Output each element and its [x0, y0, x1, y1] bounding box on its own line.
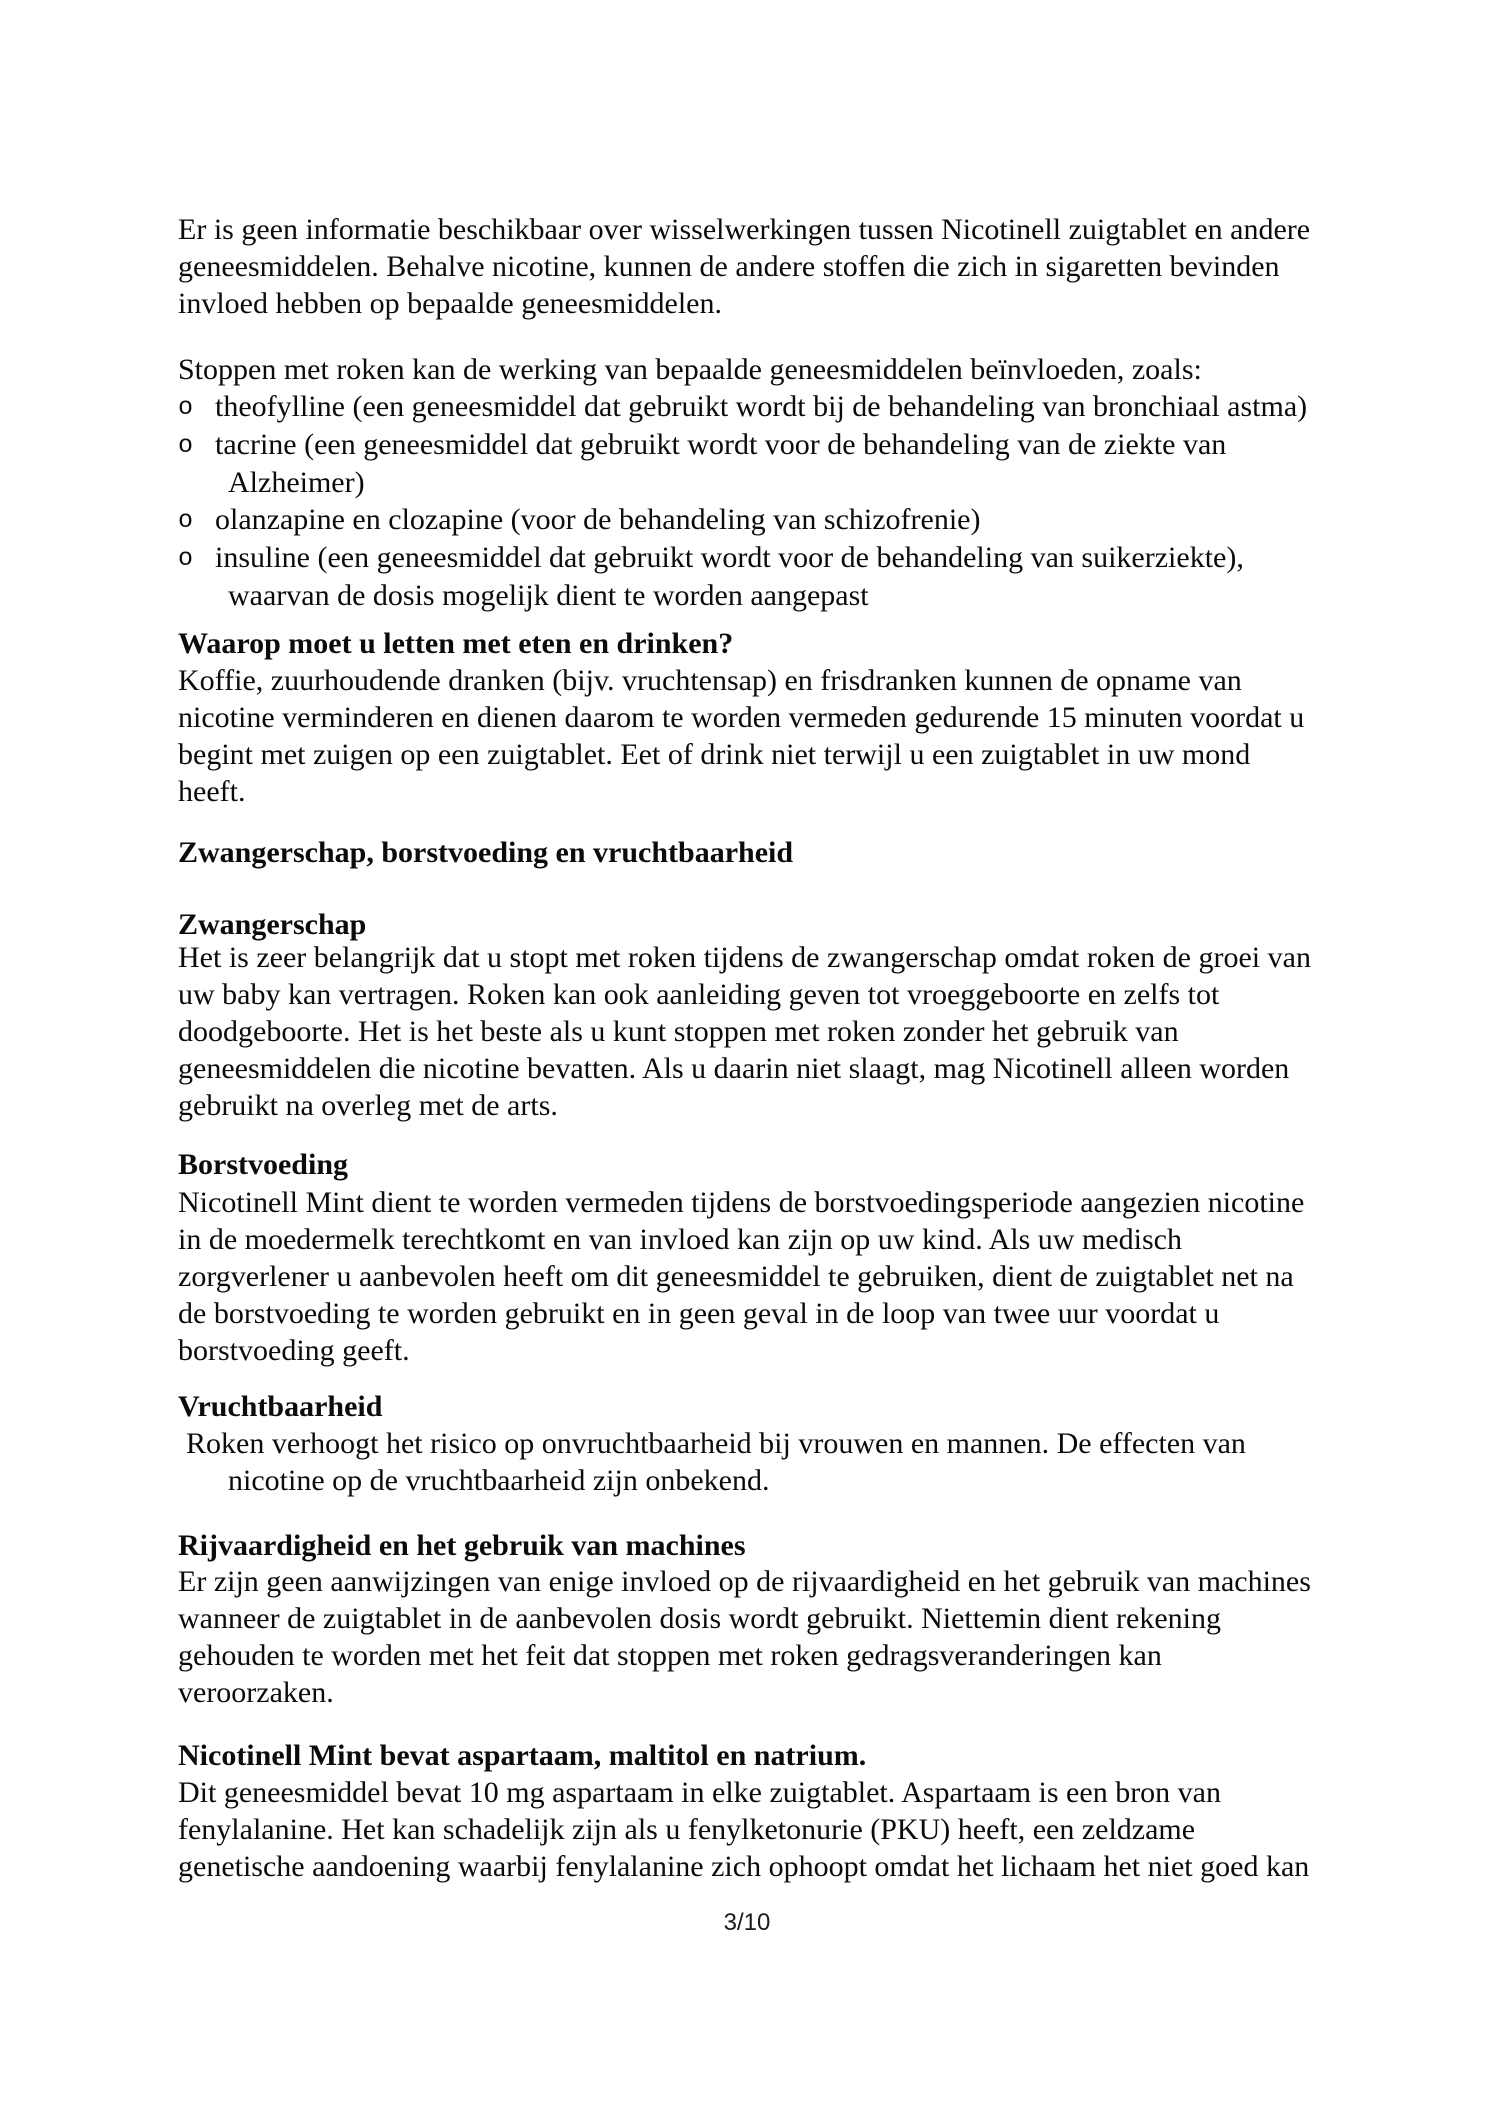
paragraph-line: de borstvoeding te worden gebruikt en in geen geval in de loop van twee uur voordat u [178, 1297, 1220, 1330]
paragraph-line: Er zijn geen aanwijzingen van enige invloed op de rijvaardigheid en het gebruik van machines [178, 1565, 1311, 1598]
paragraph-line: uw baby kan vertragen. Roken kan ook aanleiding geven tot vroeggeboorte en zelfs tot [178, 978, 1220, 1011]
paragraph-line: geneesmiddelen die nicotine bevatten. Als u daarin niet slaagt, mag Nicotinell alleen worden [178, 1052, 1290, 1085]
paragraph-line: Roken verhoogt het risico op onvruchtbaarheid bij vrouwen en mannen. De effecten van [186, 1427, 1246, 1460]
list-item-theofylline [178, 388, 1398, 426]
paragraph-line: nicotine verminderen en dienen daarom te worden vermeden gedurende 15 minuten voordat u [178, 701, 1305, 734]
bullet-marker: o [178, 431, 194, 460]
list-item-insuline [178, 539, 1398, 577]
paragraph-line: Dit geneesmiddel bevat 10 mg aspartaam in elke zuigtablet. Aspartaam is een bron van [178, 1776, 1221, 1809]
paragraph-line: heeft. [178, 775, 246, 808]
bullet-text: theofylline (een geneesmiddel dat gebruikt wordt bij de behandeling van bronchiaal astma) [215, 390, 1308, 423]
paragraph-driving [178, 1563, 1398, 1711]
paragraph-line: veroorzaken. [178, 1676, 334, 1709]
section-heading-food-drink: Waarop moet u letten met eten en drinken? [178, 627, 734, 660]
stop-smoking-list [178, 351, 1398, 614]
paragraph-line: fenylalanine. Het kan schadelijk zijn als u fenylketonurie (PKU) heeft, een zeldzame [178, 1813, 1196, 1846]
paragraph-pregnancy [178, 939, 1398, 1124]
paragraph-interactions [178, 211, 1398, 322]
paragraph-line: invloed hebben op bepaalde geneesmiddelen. [178, 287, 722, 320]
bullet-marker: o [178, 393, 194, 422]
subheading-breastfeeding: Borstvoeding [178, 1148, 349, 1181]
list-intro-line: Stoppen met roken kan de werking van bepaalde geneesmiddelen beïnvloeden, zoals: [178, 353, 1202, 386]
paragraph-line: zorgverlener u aanbevolen heeft om dit geneesmiddel te gebruiken, dient de zuigtablet net na [178, 1260, 1294, 1293]
bullet-text: olanzapine en clozapine (voor de behandeling van schizofrenie) [215, 503, 981, 536]
paragraph-breastfeeding [178, 1184, 1398, 1369]
section-heading-excipients: Nicotinell Mint bevat aspartaam, maltitol en natrium. [178, 1739, 867, 1772]
paragraph-line: Nicotinell Mint dient te worden vermeden tijdens de borstvoedingsperiode aangezien nicotine [178, 1186, 1305, 1219]
paragraph-excipients [178, 1774, 1398, 1885]
page-number: 3/10 [723, 1909, 771, 1936]
subheading-fertility: Vruchtbaarheid [178, 1390, 383, 1423]
list-item-olanzapine [178, 501, 1398, 539]
paragraph-line: doodgeboorte. Het is het beste als u kunt stoppen met roken zonder het gebruik van [178, 1015, 1179, 1048]
section-heading-pregnancy-group: Zwangerschap, borstvoeding en vruchtbaarheid [178, 836, 794, 869]
paragraph-line: genetische aandoening waarbij fenylalanine zich ophoopt omdat het lichaam het niet goed kan [178, 1850, 1310, 1883]
paragraph-line: geneesmiddelen. Behalve nicotine, kunnen de andere stoffen die zich in sigaretten bevinden [178, 250, 1280, 283]
bullet-continuation-line: waarvan de dosis mogelijk dient te worden aangepast [228, 579, 869, 612]
paragraph-line: Het is zeer belangrijk dat u stopt met roken tijdens de zwangerschap omdat roken de groei van [178, 941, 1311, 974]
paragraph-line: gebruikt na overleg met de arts. [178, 1089, 558, 1122]
bullet-marker: o [178, 506, 194, 535]
bullet-text: insuline (een geneesmiddel dat gebruikt wordt voor de behandeling van suikerziekte), [215, 541, 1244, 574]
bullet-marker: o [178, 544, 194, 573]
section-heading-driving: Rijvaardigheid en het gebruik van machines [178, 1529, 746, 1562]
bullet-continuation-line: Alzheimer) [228, 466, 365, 499]
list-item-tacrine [178, 426, 1398, 464]
paragraph-line: nicotine op de vruchtbaarheid zijn onbekend. [228, 1464, 770, 1497]
paragraph-line: borstvoeding geeft. [178, 1334, 410, 1367]
paragraph-food-drink [178, 662, 1398, 810]
paragraph-fertility [178, 1425, 1398, 1499]
paragraph-line: gehouden te worden met het feit dat stoppen met roken gedragsveranderingen kan [178, 1639, 1162, 1672]
paragraph-line: Koffie, zuurhoudende dranken (bijv. vruchtensap) en frisdranken kunnen de opname van [178, 664, 1242, 697]
paragraph-line: begint met zuigen op een zuigtablet. Eet of drink niet terwijl u een zuigtablet in uw mond [178, 738, 1251, 771]
subheading-pregnancy: Zwangerschap [178, 908, 367, 941]
paragraph-line: wanneer de zuigtablet in de aanbevolen dosis wordt gebruikt. Niettemin dient rekening [178, 1602, 1222, 1635]
paragraph-line: Er is geen informatie beschikbaar over wisselwerkingen tussen Nicotinell zuigtablet en andere [178, 213, 1311, 246]
bullet-text: tacrine (een geneesmiddel dat gebruikt wordt voor de behandeling van de ziekte van [215, 428, 1227, 461]
paragraph-line: in de moedermelk terechtkomt en van invloed kan zijn op uw kind. Als uw medisch [178, 1223, 1182, 1256]
